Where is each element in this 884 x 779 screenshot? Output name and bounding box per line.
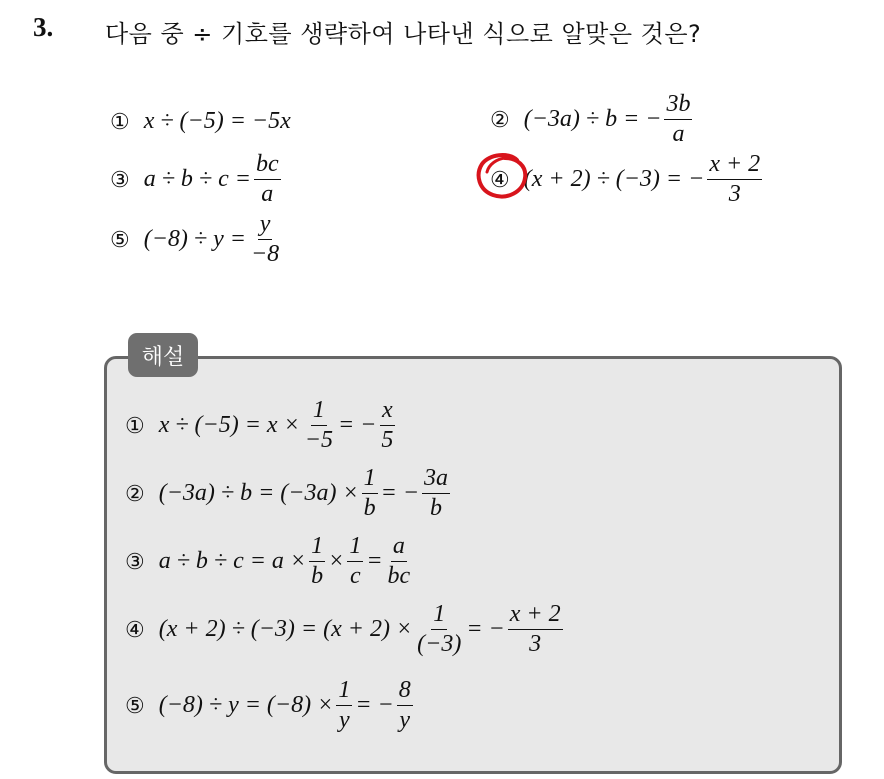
fraction-numerator: 3a xyxy=(422,466,450,494)
choice-2-denominator: a xyxy=(672,121,685,148)
fraction-denominator: y xyxy=(338,707,350,734)
explanation-line-1-label: ① xyxy=(125,412,145,438)
fraction-numerator: x + 2 xyxy=(508,602,563,630)
fraction-denominator: −5 xyxy=(304,427,333,454)
choice-4-lhs: (x + 2) ÷ (−3) = − xyxy=(523,166,705,193)
explanation-line-4-label: ④ xyxy=(125,616,145,642)
explanation-line-3-part2: × xyxy=(328,548,345,575)
explanation-line-3-label: ③ xyxy=(125,548,145,574)
question-text: 다음 중 ÷ 기호를 생략하여 나타낸 식으로 알맞은 것은? xyxy=(105,20,702,48)
choice-3-lhs: a ÷ b ÷ c = xyxy=(143,166,251,193)
explanation-line-4-part2: = − xyxy=(466,616,505,643)
explanation-line-2-part2: = − xyxy=(380,480,420,507)
choice-5-label: ⑤ xyxy=(110,226,130,252)
fraction-numerator: 1 xyxy=(347,534,363,562)
choice-4-denominator: 3 xyxy=(728,181,741,208)
explanation-line-4 xyxy=(125,602,566,657)
choice-3[interactable] xyxy=(110,152,284,207)
explanation-line-5-part1: (−8) ÷ y = (−8) × xyxy=(158,692,334,719)
explanation-line-2-fraction-1 xyxy=(362,466,378,521)
choice-2-numerator: 3b xyxy=(664,92,692,120)
choice-4[interactable] xyxy=(490,152,765,207)
choice-3-fraction xyxy=(254,152,281,207)
explanation-line-1-fraction-1 xyxy=(303,398,335,453)
choice-2-lhs: (−3a) ÷ b = − xyxy=(523,106,662,133)
choice-5-numerator: y xyxy=(258,212,273,240)
choice-2-label: ② xyxy=(490,106,510,132)
explanation-line-3-part1: a ÷ b ÷ c = a × xyxy=(158,548,307,575)
fraction-denominator: bc xyxy=(387,563,411,590)
explanation-line-1-part2: = − xyxy=(337,412,377,439)
explanation-line-4-part1: (x + 2) ÷ (−3) = (x + 2) × xyxy=(158,616,413,643)
explanation-line-5-label: ⑤ xyxy=(125,692,145,718)
choice-3-denominator: a xyxy=(261,181,274,208)
answer-circle-mark xyxy=(473,150,531,204)
choice-4-fraction xyxy=(707,152,762,207)
fraction-numerator: a xyxy=(391,534,407,562)
fraction-denominator: 3 xyxy=(529,631,542,658)
fraction-numerator: x xyxy=(380,398,395,426)
explanation-line-1-part1: x ÷ (−5) = x × xyxy=(158,412,300,439)
explanation-line-2-label: ② xyxy=(125,480,145,506)
explanation-line-4-fraction-2 xyxy=(508,602,563,657)
choice-5-denominator: −8 xyxy=(250,241,280,268)
choice-1[interactable] xyxy=(110,108,291,135)
explanation-line-5-fraction-1 xyxy=(336,678,352,733)
explanation-line-3-fraction-3 xyxy=(386,534,413,589)
explanation-line-5-fraction-2 xyxy=(397,678,413,733)
explanation-badge: 해설 xyxy=(128,333,198,377)
explanation-line-3-fraction-1 xyxy=(309,534,325,589)
explanation-line-2 xyxy=(125,466,453,521)
fraction-numerator: 1 xyxy=(336,678,352,706)
fraction-numerator: 1 xyxy=(362,466,378,494)
choice-3-numerator: bc xyxy=(254,152,281,180)
fraction-denominator: b xyxy=(430,495,443,522)
fraction-numerator: 8 xyxy=(397,678,413,706)
explanation-line-1-fraction-2 xyxy=(379,398,395,453)
explanation-line-3-part3: = xyxy=(366,548,383,575)
choice-1-expr: x ÷ (−5) = −5x xyxy=(143,108,291,134)
fraction-numerator: 1 xyxy=(431,602,447,630)
explanation-line-5 xyxy=(125,678,416,733)
question-number: 3. xyxy=(33,12,54,42)
explanation-line-3-fraction-2 xyxy=(347,534,363,589)
fraction-denominator: b xyxy=(311,563,324,590)
explanation-line-2-part1: (−3a) ÷ b = (−3a) × xyxy=(158,480,359,507)
choice-4-numerator: x + 2 xyxy=(707,152,762,180)
choice-5-fraction xyxy=(249,212,281,267)
choice-5-lhs: (−8) ÷ y = xyxy=(143,226,246,253)
choice-4-label: ④ xyxy=(490,166,510,192)
fraction-denominator: y xyxy=(399,707,411,734)
fraction-denominator: (−3) xyxy=(417,631,462,658)
explanation-line-5-part2: = − xyxy=(355,692,394,719)
fraction-denominator: b xyxy=(363,495,376,522)
explanation-line-4-fraction-1 xyxy=(415,602,463,657)
choice-2-fraction xyxy=(664,92,692,147)
choice-5[interactable] xyxy=(110,212,284,267)
fraction-denominator: 5 xyxy=(381,427,394,454)
explanation-line-2-fraction-2 xyxy=(422,466,450,521)
fraction-numerator: 1 xyxy=(311,398,327,426)
explanation-line-3 xyxy=(125,534,415,589)
choice-3-label: ③ xyxy=(110,166,130,192)
explanation-line-1 xyxy=(125,398,398,453)
fraction-denominator: c xyxy=(350,563,361,590)
fraction-numerator: 1 xyxy=(309,534,325,562)
choice-1-label: ① xyxy=(110,108,130,134)
choice-2[interactable] xyxy=(490,92,695,147)
